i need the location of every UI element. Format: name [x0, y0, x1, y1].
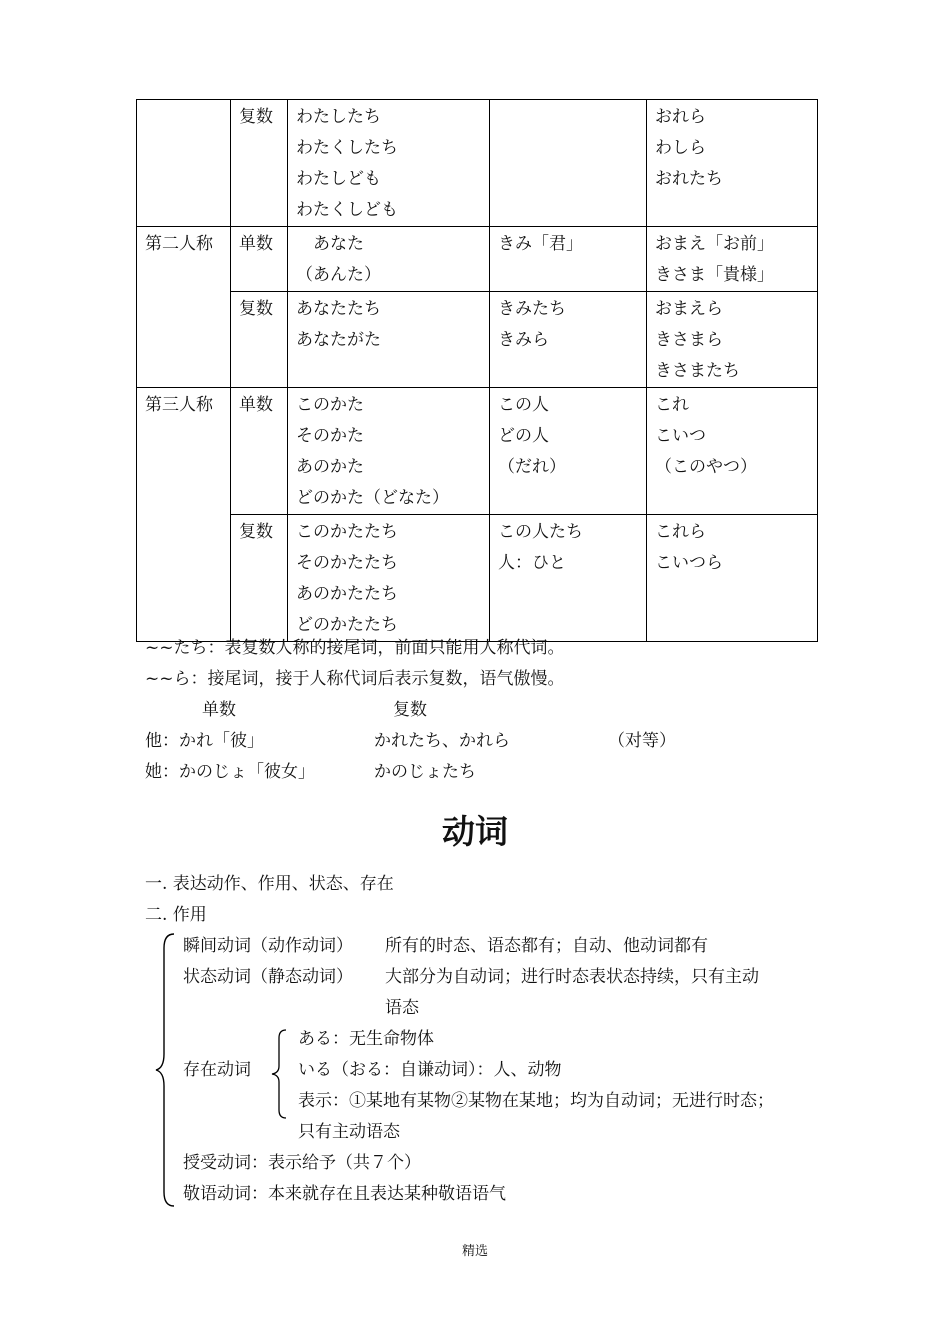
rough-cell [647, 292, 818, 388]
cell-line: あなたたち [296, 299, 381, 319]
polite-cell [288, 100, 490, 227]
count-cell: 单数 [231, 388, 288, 515]
table-row [137, 227, 818, 292]
cell-line: この人たち [498, 522, 583, 542]
instant-verb-desc: 所有的时态、语态都有；自动、他动词都有 [385, 936, 708, 956]
cell-line: このかた [296, 395, 364, 415]
cell-line: どの人 [498, 426, 549, 446]
count-cell: 复数 [231, 292, 288, 388]
polite-cell [288, 292, 490, 388]
honorific-verb: 敬语动词：本来就存在且表达某种敬语语气 [183, 1184, 506, 1204]
cell-line: どのかたたち [296, 615, 398, 635]
cell-line: このかたたち [296, 522, 398, 542]
familiar-cell [490, 292, 647, 388]
polite-cell [288, 227, 490, 292]
cell-line: これら [655, 522, 706, 542]
cell-line: そのかた [296, 426, 364, 446]
table-row [137, 388, 818, 515]
rough-cell [647, 515, 818, 642]
cell-line: これ [655, 395, 689, 415]
cell-line: どのかた（どなた） [296, 488, 449, 508]
familiar-cell [490, 388, 647, 515]
cell-line: きみたち [498, 299, 566, 319]
rough-cell [647, 100, 818, 227]
rough-cell [647, 227, 818, 292]
cell-line: この人 [498, 395, 549, 415]
cell-line: （だれ） [498, 457, 566, 477]
cell-line: あなた [296, 234, 364, 254]
cell-line: そのかたたち [296, 553, 398, 573]
cell-line: あのかた [296, 457, 364, 477]
cell-line: わたくしども [296, 200, 398, 220]
cell-line: わたしたち [296, 107, 381, 127]
exist-iru: いる（おる：自谦动词）：人、动物 [298, 1060, 562, 1080]
cell-line: （このやつ） [655, 457, 757, 477]
cell-line: きみ「君」 [498, 234, 583, 254]
page-footer: 精选 [461, 1244, 488, 1259]
note-tachi: ~~たち：表复数人称的接尾词，前面只能用人称代词。 [145, 638, 565, 658]
person-cell: 第二人称 [137, 227, 231, 388]
cell-line: こいつ [655, 426, 706, 446]
note-ra: ~~ら：接尾词，接于人称代词后表示复数，语气傲慢。 [145, 669, 565, 689]
rough-cell [647, 388, 818, 515]
item-1: 一. 表达动作、作用、状态、存在 [145, 874, 394, 894]
header-singular: 单数 [202, 700, 236, 720]
person-cell [137, 100, 231, 227]
cell-line: （あんた） [296, 265, 381, 285]
header-plural: 复数 [393, 700, 427, 720]
cell-line: おれら [655, 107, 706, 127]
instant-verb-name: 瞬间动词（动作动词） [183, 936, 353, 956]
cell-line: わたしども [296, 169, 381, 189]
she-label: 她：かのじょ「彼女」 [145, 762, 315, 782]
he-plural: かれたち、かれら [374, 731, 510, 751]
item-2: 二. 作用 [145, 905, 207, 925]
cell-line: あのかたたち [296, 584, 398, 604]
cell-line: おれたち [655, 169, 723, 189]
cell-line: わしら [655, 138, 706, 158]
cell-line: きみら [498, 330, 549, 350]
section-title: 动词 [442, 812, 508, 851]
table-row [137, 515, 818, 642]
give-receive-verb: 授受动词：表示给予（共７个） [183, 1153, 421, 1173]
cell-line: あなたがた [296, 330, 381, 350]
state-verb-name: 状态动词（静态动词） [183, 967, 353, 987]
state-verb-desc: 大部分为自动词；进行时态表状态持续，只有主动 [385, 967, 759, 987]
left-curly-brace-large [150, 930, 180, 1210]
familiar-cell [490, 515, 647, 642]
count-cell: 单数 [231, 227, 288, 292]
count-cell: 复数 [231, 100, 288, 227]
cell-line: きさまたち [655, 361, 740, 381]
cell-line: きさまら [655, 330, 723, 350]
person-cell: 第三人称 [137, 388, 231, 642]
cell-line: わたくしたち [296, 138, 398, 158]
count-cell: 复数 [231, 515, 288, 642]
polite-cell [288, 515, 490, 642]
familiar-cell [490, 100, 647, 227]
exist-express-cont: 只有主动语态 [298, 1122, 400, 1142]
state-verb-desc-cont: 语态 [385, 998, 419, 1018]
she-plural: かのじょたち [374, 762, 476, 782]
left-curly-brace-small [268, 1026, 290, 1122]
exist-verb-name: 存在动词 [183, 1060, 251, 1080]
cell-line: こいつら [655, 553, 723, 573]
cell-line: おまえら [655, 299, 723, 319]
exist-express: 表示：①某地有某物②某物在某地；均为自动词；无进行时态； [298, 1091, 774, 1111]
he-note: （对等） [608, 731, 676, 751]
cell-line: おまえ「お前」 [655, 234, 774, 254]
cell-line: 人：ひと [498, 553, 566, 573]
table-row [137, 292, 818, 388]
table-row [137, 100, 818, 227]
exist-aru: ある：无生命物体 [298, 1029, 434, 1049]
pronoun-table [136, 99, 818, 642]
he-label: 他：かれ「彼」 [145, 731, 264, 751]
familiar-cell [490, 227, 647, 292]
cell-line: きさま「貴様」 [655, 265, 774, 285]
polite-cell [288, 388, 490, 515]
